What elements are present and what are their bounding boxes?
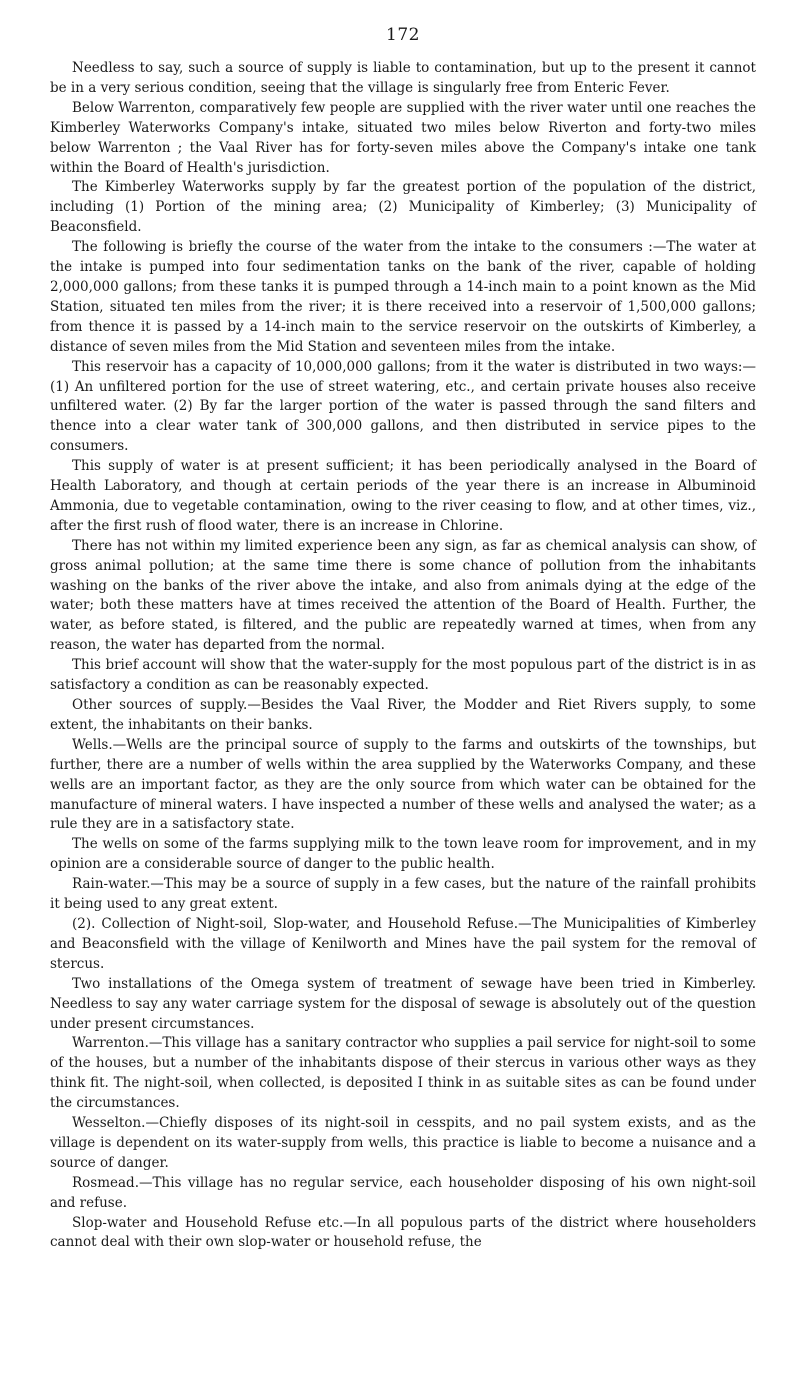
paragraph-brief-account: This brief account will show that the water-supply for the most populous part of the district is in as satisfactory a condition as can be reasonably expected. xyxy=(50,657,756,694)
paragraph-kimberley-waterworks: The Kimberley Waterworks supply by far the greatest portion of the population of the district, including (1) Portion of the mining area; (2) Municipality of Kimberley; (3) Municipality of Beaconsfield. xyxy=(50,179,756,236)
paragraph-wesselton: Wesselton.—Chiefly disposes of its night-soil in cesspits, and no pail system exists, and as the village is dependent on its water-supply from wells, this practice is liable to become a nuisance and a source of danger. xyxy=(50,1115,756,1171)
paragraph-rosmead: Rosmead.—This village has no regular service, each householder disposing of his own night-soil and refuse. xyxy=(50,1174,756,1211)
paragraph-night-soil-collection: (2). Collection of Night-soil, Slop-water, and Household Refuse.—The Municipalities of Kimberley and Beaconsfield with the village of Kenilworth and Mines have the pail system for the removal of stercus. xyxy=(50,915,756,972)
paragraph-omega-system: Two installations of the Omega system of treatment of sewage have been tried in Kimberley. Needless to say any water carriage system for the disposal of sewage is absolutely out of the question under present circumstances. xyxy=(50,975,756,1032)
paragraph-animal-pollution: There has not within my limited experience been any sign, as far as chemical analysis can show, of gross animal pollution; at the same time there is some chance of pollution from the inhabitants washing on the banks of the river above the intake, and also from animals dying at the edge of the water; both these matters have at times received the attention of the Board of Health. Further, the water, as before stated, is filtered, and the public are repeatedly warned at times, when from any reason, the water has departed from the normal. xyxy=(50,537,756,654)
paragraph-enteric-fever: Needless to say, such a source of supply is liable to contamination, but up to the present it cannot be in a very serious condition, seeing that the village is singularly free from Enteric Fever. xyxy=(50,60,756,96)
body-text xyxy=(50,59,756,1253)
paragraph-supply-sufficient: This supply of water is at present sufficient; it has been periodically analysed in the Board of Health Laboratory, and though at certain periods of the year there is an increase in Albuminoid Ammonia, due to vegetable contamination, owing to the river ceasing to flow, and at other times, viz., after the first rush of flood water, there is an increase in Chlorine. xyxy=(50,458,756,534)
page-number: 172 xyxy=(386,25,420,45)
paragraph-rain-water: Rain-water.—This may be a source of supply in a few cases, but the nature of the rainfall prohibits it being used to any great extent. xyxy=(50,876,756,913)
paragraph-reservoir-capacity: This reservoir has a capacity of 10,000,000 gallons; from it the water is distributed in two ways:—(1) An unfiltered portion for the use of street watering, etc., and certain private houses also receive unfiltered water. (2) By far the larger portion of the water is passed through the sand filters and thence into a clear water tank of 300,000 gallons, and then distributed in service pipes to the consumers. xyxy=(50,358,756,455)
paragraph-course-of-water: The following is briefly the course of the water from the intake to the consumers :—The water at the intake is pumped into four sedimentation tanks on the bank of the river, capable of holding 2,000,000 gallons; from these tanks it is pumped through a 14-inch main to a point known as the Mid Station, situated ten miles from the river; it is there received into a reservoir of 1,500,000 gallons; from thence it is passed by a 14-inch main to the service reservoir on the outskirts of Kimberley, a distance of seven miles from the Mid Station and seventeen miles from the intake. xyxy=(50,239,756,355)
paragraph-other-sources: Other sources of supply.—Besides the Vaal River, the Modder and Riet Rivers supply, to some extent, the inhabitants on their banks. xyxy=(50,697,756,733)
document-page xyxy=(50,25,756,1253)
paragraph-slop-water: Slop-water and Household Refuse etc.—In all populous parts of the district where householders cannot deal with their own slop-water or household refuse, the xyxy=(50,1214,756,1251)
paragraph-warrenton: Warrenton.—This village has a sanitary contractor who supplies a pail service for night-soil to some of the houses, but a number of the inhabitants dispose of their stercus in various other ways as they think fit. The night-soil, when collected, is deposited I think in as suitable sites as can be found under the circumstances. xyxy=(50,1035,756,1112)
paragraph-below-warrenton: Below Warrenton, comparatively few people are supplied with the river water until one reaches the Kimberley Waterworks Company's intake, situated two miles below Riverton and forty-two miles below Warrenton ; the Vaal River has for forty-seven miles above the Company's intake one tank within the Board of Health's jurisdiction. xyxy=(50,99,756,176)
paragraph-farm-wells: The wells on some of the farms supplying milk to the town leave room for improvement, and in my opinion are a considerable source of danger to the public health. xyxy=(50,836,756,873)
paragraph-wells: Wells.—Wells are the principal source of supply to the farms and outskirts of the townships, but further, there are a number of wells within the area supplied by the Waterworks Company, and these wells are an important factor, as they are the only source from which water can be obtained for the manufacture of mineral waters. I have inspected a number of these wells and analysed the water; as a rule they are in a satisfactory state. xyxy=(50,736,756,833)
